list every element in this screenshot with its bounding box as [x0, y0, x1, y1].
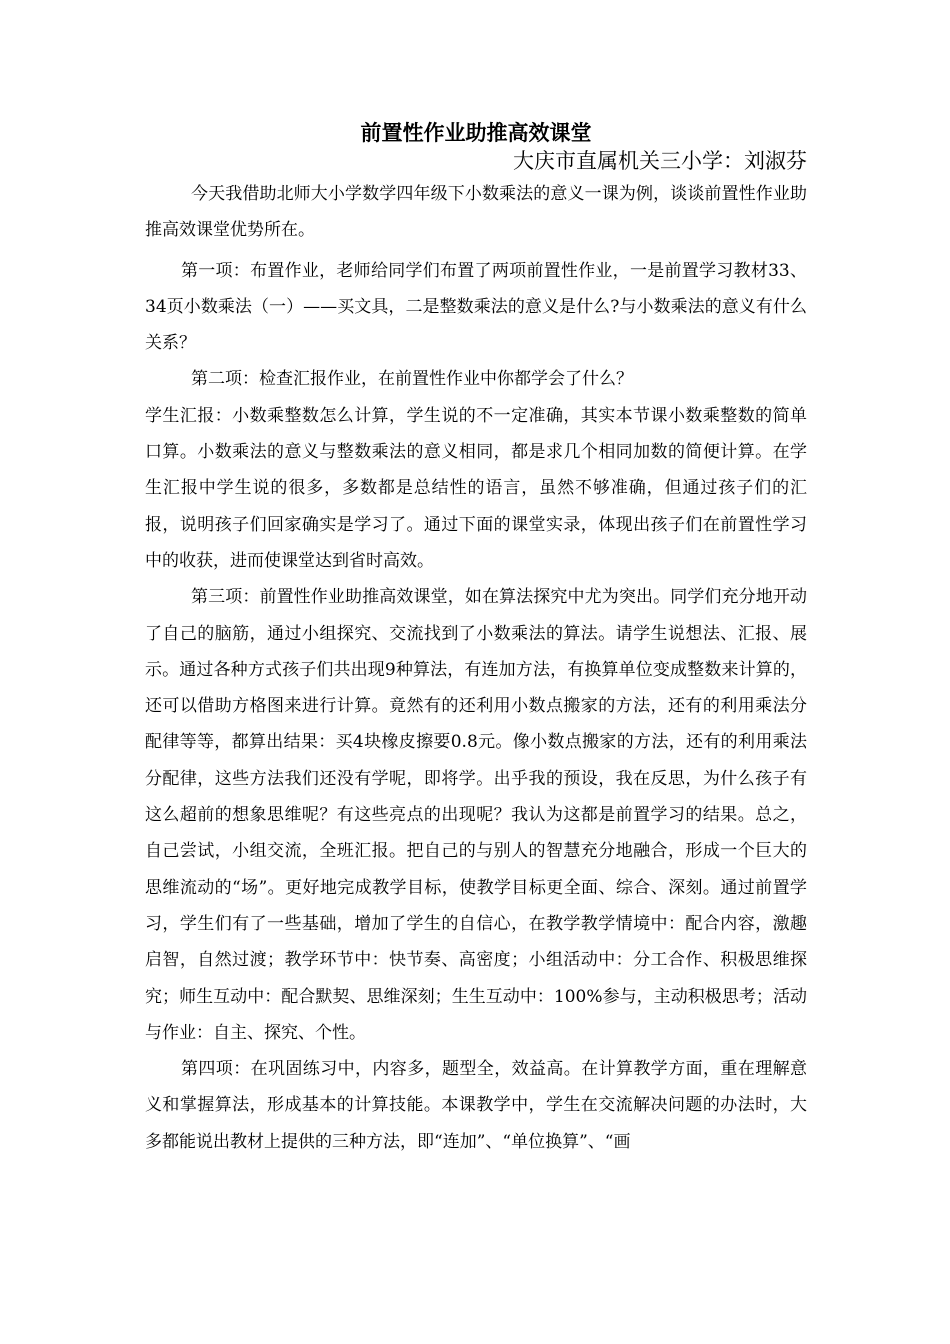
document-title: 前置性作业助推高效课堂	[360, 120, 592, 145]
paragraph-item-1: 第一项：布置作业，老师给同学们布置了两项前置性作业，一是前置学习教材33、34页小数乘法（一）——买文具，二是整数乘法的意义是什么?与小数乘法的意义有什么关系？	[145, 260, 807, 354]
paragraph-intro: 今天我借助北师大小学数学四年级下小数乘法的意义一课为例，谈谈前置性作业助推高效课堂优势所在。	[145, 184, 807, 241]
document-page	[145, 118, 807, 1160]
author-line: 大庆市直属机关三小学：刘淑芬	[513, 149, 807, 173]
paragraph-item-4: 第四项：在巩固练习中，内容多，题型全，效益高。在计算教学方面，重在理解意义和掌握算法，形成基本的计算技能。本课教学中，学生在交流解决问题的办法时，大多都能说出教材上提供的三种方法，即“连加”、“单位换算”、“画	[145, 1059, 807, 1152]
paragraph-item-3: 第三项：前置性作业助推高效课堂，如在算法探究中尤为突出。同学们充分地开动了自己的脑筋，通过小组探究、交流找到了小数乘法的算法。请学生说想法、汇报、展示。通过各种方式孩子们共出现9种算法，有连加方法，有换算单位变成整数来计算的，还可以借助方格图来进行计算。竟然有的还利用小数点搬家的方法，还有的利用乘法分配律等等，都算出结果：买4块橡皮擦要0.8元。像小数点搬家的方法，还有的利用乘法分配律，这些方法我们还没有学呢，即将学。出乎我的预设，我在反思，为什么孩子有这么超前的想象思维呢？有这些亮点的出现呢？我认为这都是前置学习的结果。总之，自己尝试，小组交流，全班汇报。把自己的与别人的智慧充分地融合，形成一个巨大的思维流动的“场”。更好地完成教学目标，使教学目标更全面、综合、深刻。通过前置学习，学生们有了一些基础，增加了学生的自信心，在教学教学情境中：配合内容，激趣启智，自然过渡；教学环节中：快节奏、高密度；小组活动中：分工合作、积极思维探究；师生互动中：配合默契、思维深刻；生生互动中：100%参与，主动积极思考；活动与作业：自主、探究、个性。	[145, 587, 807, 1043]
paragraph-student-report: 学生汇报：小数乘整数怎么计算，学生说的不一定准确，其实本节课小数乘整数的简单口算。小数乘法的意义与整数乘法的意义相同，都是求几个相同加数的简便计算。在学生汇报中学生说的很多，多数都是总结性的语言，虽然不够准确，但通过孩子们的汇报，说明孩子们回家确实是学习了。通过下面的课堂实录，体现出孩子们在前置性学习中的收获，进而使课堂达到省时高效。	[145, 405, 807, 571]
paragraph-item-2: 第二项：检查汇报作业，在前置性作业中你都学会了什么？	[191, 369, 633, 390]
